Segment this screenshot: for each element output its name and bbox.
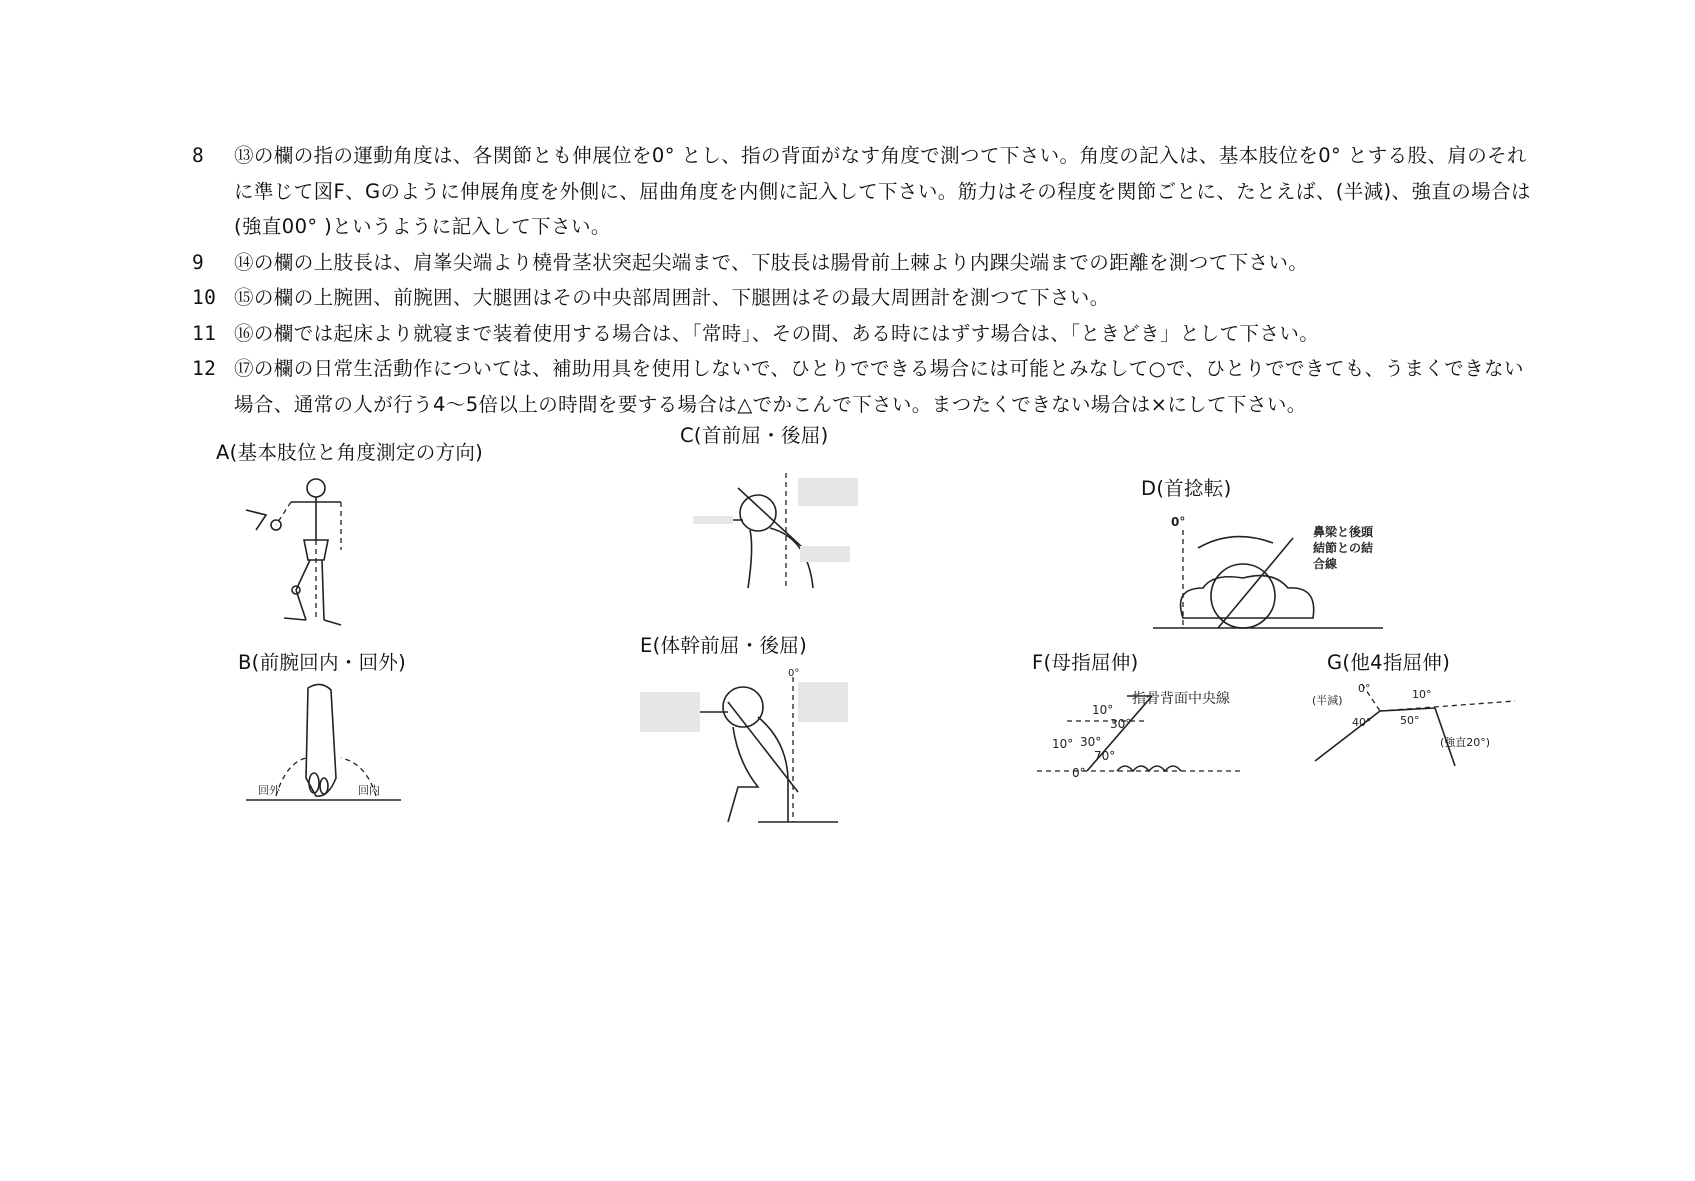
list-item (192, 138, 1532, 245)
g-label-2: 0° (1358, 682, 1371, 695)
list-item (192, 280, 1532, 316)
item-number: 8 (192, 144, 205, 167)
d-note-1: 鼻梁と後頭 (1313, 525, 1374, 539)
figure-d-caption: D(首捻転) (1141, 477, 1232, 500)
f-angle-5: 70° (1094, 749, 1116, 763)
figure-a-illustration (236, 470, 386, 630)
list-item (192, 316, 1532, 352)
list-item (192, 245, 1532, 281)
figure-b-illustration (236, 678, 411, 813)
item-number: 9 (192, 250, 205, 274)
item-number: 10 (192, 286, 217, 309)
f-angle-4: 30° (1080, 735, 1102, 749)
f-line-label: 指骨背面中央線 (1132, 691, 1230, 707)
item-number: 11 (192, 321, 217, 345)
figure-e-illustration (638, 662, 856, 832)
f-angle-2: 30° (1110, 717, 1132, 731)
e-angle-label: 0° (788, 668, 800, 679)
d-note-3: 合線 (1313, 557, 1338, 571)
list-item (192, 351, 1532, 422)
item-number: 12 (192, 357, 217, 380)
f-angle-1: 10° (1092, 703, 1114, 717)
figure-g-caption: G(他4指屈伸) (1327, 651, 1451, 674)
item-text: ⑬の欄の指の運動角度は、各関節とも伸展位を0° とし、指の背面がなす角度で測つて下さい。角度の記入は、基本肢位を0° とする股、肩のそれに準じて図F、Gのように伸展角度を外側に、屈曲角度を内側に記入して下さい。筋力はその程度を関節ごとに、たとえば、(半減)、強直の場合は(強直00° )というように記入して下さい。 (234, 144, 1531, 238)
d-note-2: 結節との結 (1313, 541, 1374, 555)
figure-c-caption: C(首前屈・後屈) (680, 424, 829, 447)
figure-f-caption: F(母指屈伸) (1032, 651, 1139, 674)
item-text: ⑰の欄の日常生活動作については、補助用具を使用しないで、ひとりでできる場合には可能とみなして○で、ひとりでできても、うまくできない場合、通常の人が行う4～5倍以上の時間を要する場合は△でかこんで下さい。まつたくできない場合は×にして下さい。 (234, 357, 1524, 416)
label-supination: 回外 (258, 784, 280, 797)
label-pronation: 回内 (358, 784, 380, 797)
g-label-5: 50° (1400, 714, 1420, 727)
figure-e-caption: E(体幹前屈・後屈) (640, 634, 808, 657)
item-text: ⑮の欄の上腕囲、前腕囲、大腿囲はその中央部周囲計、下腿囲はその最大周囲計を測つて下さい。 (234, 286, 1110, 309)
g-label-1: (半減) (1312, 694, 1343, 707)
figure-g-illustration (1300, 676, 1518, 780)
instruction-list (192, 138, 1532, 422)
figure-a-caption: A(基本肢位と角度測定の方向) (216, 441, 484, 464)
item-text: ⑭の欄の上肢長は、肩峯尖端より橈骨茎状突起尖端まで、下肢長は腸骨前上棘より内踝尖端までの距離を測つて下さい。 (234, 250, 1309, 274)
figure-d-illustration (1143, 508, 1389, 636)
f-angle-6: 0° (1072, 766, 1086, 780)
item-text: ⑯の欄では起床より就寝まで装着使用する場合は、「常時」、その間、ある時にはずす場合は、「ときどき」として下さい。 (234, 321, 1320, 345)
figure-c-illustration (688, 468, 884, 596)
g-label-3: 40° (1352, 716, 1372, 729)
g-label-4: 10° (1412, 688, 1432, 701)
g-label-6: (強直20°) (1440, 736, 1491, 749)
figure-b-caption: B(前腕回内・回外) (238, 651, 407, 674)
f-angle-3: 10° (1052, 737, 1074, 751)
figure-f-illustration (1032, 676, 1257, 780)
d-angle-label: 0° (1171, 515, 1186, 529)
